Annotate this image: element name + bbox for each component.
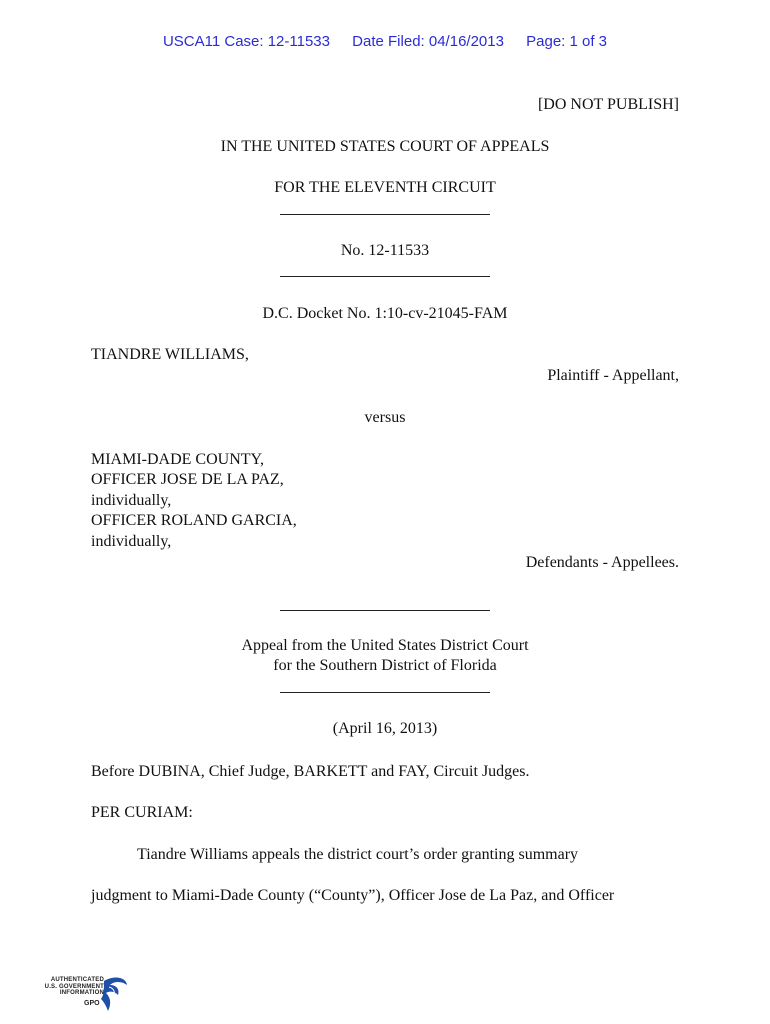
- defendant-line: MIAMI-DADE COUNTY,: [91, 451, 265, 468]
- case-number: No. 12-11533: [340, 242, 430, 259]
- publish-note: [DO NOT PUBLISH]: [537, 96, 679, 113]
- divider-rule: [280, 692, 490, 693]
- decision-date: (April 16, 2013): [332, 720, 438, 737]
- divider-rule: [280, 276, 490, 277]
- defendants-role: Defendants - Appellees.: [525, 554, 679, 571]
- defendant-line: individually,: [91, 492, 172, 509]
- date-filed-label: Date Filed: 04/16/2013: [352, 33, 504, 50]
- page-header: [0, 33, 770, 50]
- defendant-line: OFFICER ROLAND GARCIA,: [91, 512, 297, 529]
- eagle-icon: [100, 975, 130, 1017]
- defendant-line: individually,: [91, 533, 172, 550]
- versus-label: versus: [364, 409, 406, 426]
- per-curiam-heading: PER CURIAM:: [91, 804, 193, 821]
- court-title: IN THE UNITED STATES COURT OF APPEALS: [220, 138, 550, 155]
- circuit-title: FOR THE ELEVENTH CIRCUIT: [274, 179, 496, 196]
- logo-text: AUTHENTICATED U.S. GOVERNMENT INFORMATION: [44, 977, 104, 996]
- case-number-label: USCA11 Case: 12-11533: [162, 33, 330, 50]
- divider-rule: [280, 610, 490, 611]
- docket-number: D.C. Docket No. 1:10-cv-21045-FAM: [262, 305, 508, 322]
- plaintiff-role: Plaintiff - Appellant,: [547, 367, 679, 384]
- gpo-authenticated-logo: [40, 975, 130, 1017]
- gpo-label: GPO: [84, 1000, 100, 1007]
- plaintiff-name: TIANDRE WILLIAMS,: [91, 346, 249, 363]
- body-paragraph-line: judgment to Miami-Dade County (“County”), Officer Jose de La Paz, and Officer: [91, 887, 615, 904]
- page-count-label: Page: 1 of 3: [526, 33, 608, 50]
- body-paragraph-line: Tiandre Williams appeals the district court’s order granting summary: [137, 846, 579, 863]
- defendant-line: OFFICER JOSE DE LA PAZ,: [91, 471, 284, 488]
- panel-line: Before DUBINA, Chief Judge, BARKETT and FAY, Circuit Judges.: [91, 763, 530, 780]
- appeal-line: for the Southern District of Florida: [273, 657, 497, 674]
- divider-rule: [280, 214, 490, 215]
- appeal-line: Appeal from the United States District Court: [241, 637, 529, 654]
